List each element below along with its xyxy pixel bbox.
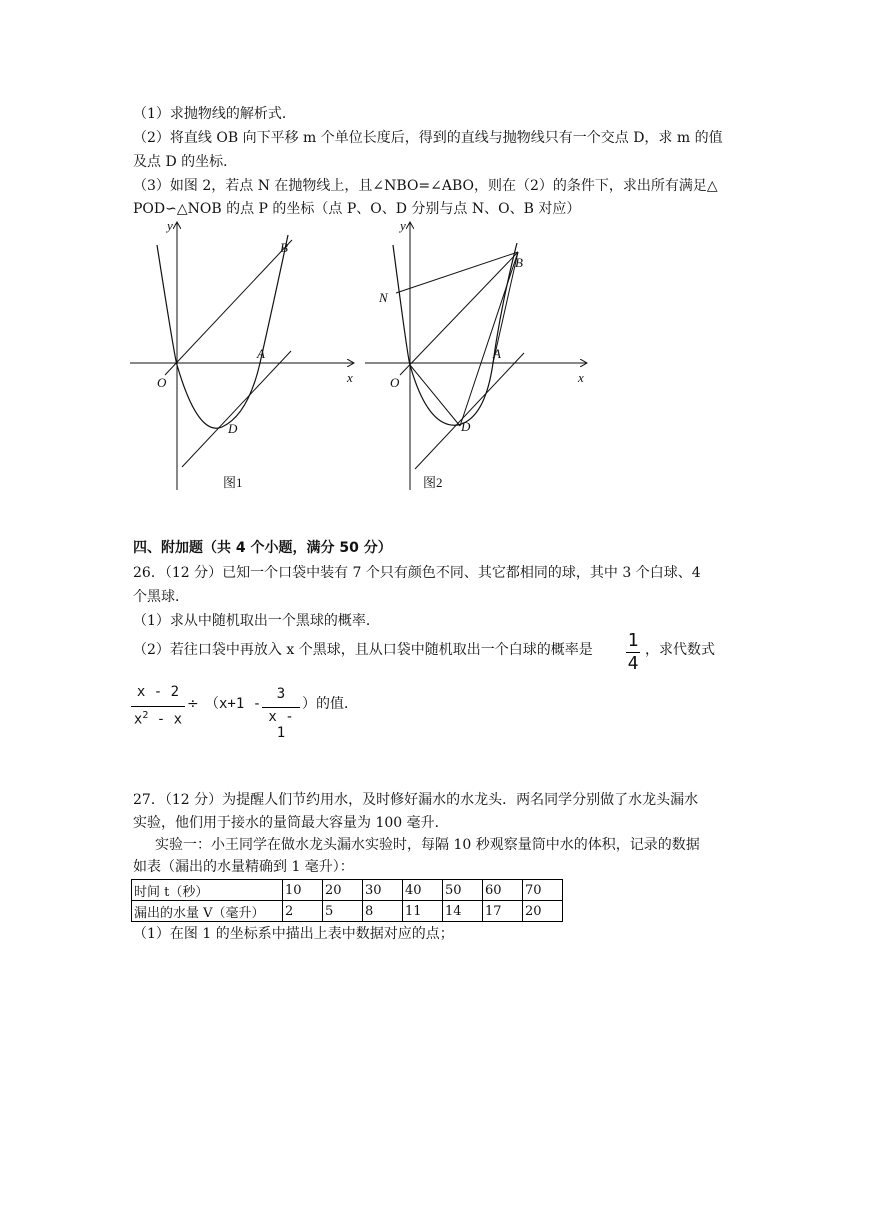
table-row [132,880,563,901]
label-n: N [379,290,388,305]
expr-f1-den-rest: - x [148,711,183,728]
q26-part2-post: ，求代数式 [645,642,715,658]
expr-paren-open: （x+1 - [205,696,262,712]
q25-part3-line2: POD∽△NOB 的点 P 的坐标（点 P、O、D 分别与点 N、O、B 对应） [133,201,581,217]
table-row [132,901,563,922]
label-b: B [280,240,288,255]
table-cell: 30 [363,880,403,901]
q25-part2-line1: （2）将直线 OB 向下平移 m 个单位长度后，得到的直线与抛物线只有一个交点 D，求 m 的值 [133,130,723,146]
line-nb [396,252,518,293]
table-header-cell: 时间 t（秒） [132,880,283,901]
label-o: O [390,375,400,390]
table-cell: 17 [483,901,523,922]
line-bd [460,252,518,426]
parabola [393,243,517,425]
section-title: 四、附加题（共 4 个小题，满分 50 分） [133,540,392,556]
table-cell: 10 [283,880,323,901]
label-d: D [461,419,471,434]
label-b: B [515,255,523,270]
q25-part3-line1: （3）如图 2，若点 N 在抛物线上，且∠NBO=∠ABO，则在（2）的条件下，求出所有满足△ [133,178,718,194]
line-d [182,351,291,467]
table-cell: 70 [523,880,563,901]
table-header-cell: 漏出的水量 V（毫升） [132,901,283,922]
table-cell: 40 [403,880,443,901]
fig1-caption: 图1 [223,475,243,490]
q27-line1: 27．（12 分）为提醒人们节约用水，及时修好漏水的水龙头．两名同学分别做了水龙头漏水 [133,792,699,808]
q27-line3: 实验一：小王同学在做水龙头漏水实验时，每隔 10 秒观察量筒中水的体积，记录的数据 [155,837,700,853]
q27-part1: （1）在图 1 的坐标系中描出上表中数据对应的点； [133,926,454,942]
table-cell: 20 [323,880,363,901]
table-cell: 11 [403,901,443,922]
table-cell: 5 [323,901,363,922]
table-cell: 8 [363,901,403,922]
table-cell: 2 [283,901,323,922]
label-x: x [347,370,353,385]
expr-f2-bar [262,707,300,708]
q26-part1: （1）求从中随机取出一个黑球的概率． [133,613,380,629]
expr-f1-numerator: x - 2 [136,684,180,700]
label-y: y [400,218,406,233]
q26-line2: 个黑球． [133,589,189,605]
label-a: A [257,346,265,361]
expr-paren-close: ）的值． [302,696,358,712]
expr-f1-denominator [131,710,185,728]
q26-part2-pre: （2）若往口袋中再放入 x 个黑球，且从口袋中随机取出一个白球的概率是 [133,642,593,658]
label-x: x [578,370,584,385]
q25-part2-line2: 及点 D 的坐标． [133,154,238,170]
expr-div: ÷ [187,696,199,712]
figure-1 [125,215,360,495]
expr-f1-den-exp: 2 [142,710,149,721]
expr-f2-numerator: 3 [276,686,286,702]
data-table [131,879,563,922]
table-cell: 50 [443,880,483,901]
label-o: O [157,375,167,390]
expr-f2-denominator: x - 1 [268,709,294,741]
expr-f1-bar [131,706,185,707]
label-y: y [167,218,173,233]
table-cell: 60 [483,880,523,901]
figure-2 [360,215,595,495]
line-d [415,353,524,469]
q25-part1: （1）求抛物线的解析式． [133,106,296,122]
q27-line4: 如表（漏出的水量精确到 1 毫升）： [133,859,354,875]
table-cell: 20 [523,901,563,922]
table-cell: 14 [443,901,483,922]
q26-line1: 26．（12 分）已知一个口袋中装有 7 个只有颜色不同、其它都相同的球，其中 3 个白球、4 [133,565,701,581]
label-a: A [493,346,501,361]
q27-line2: 实验，他们用于接水的量筒最大容量为 100 毫升． [133,815,449,831]
prob-numerator: 1 [627,630,639,651]
fig2-caption: 图2 [423,475,443,490]
prob-denominator: 4 [627,653,639,674]
label-d: D [228,421,238,436]
expr-f1-den-base: x [133,711,143,728]
